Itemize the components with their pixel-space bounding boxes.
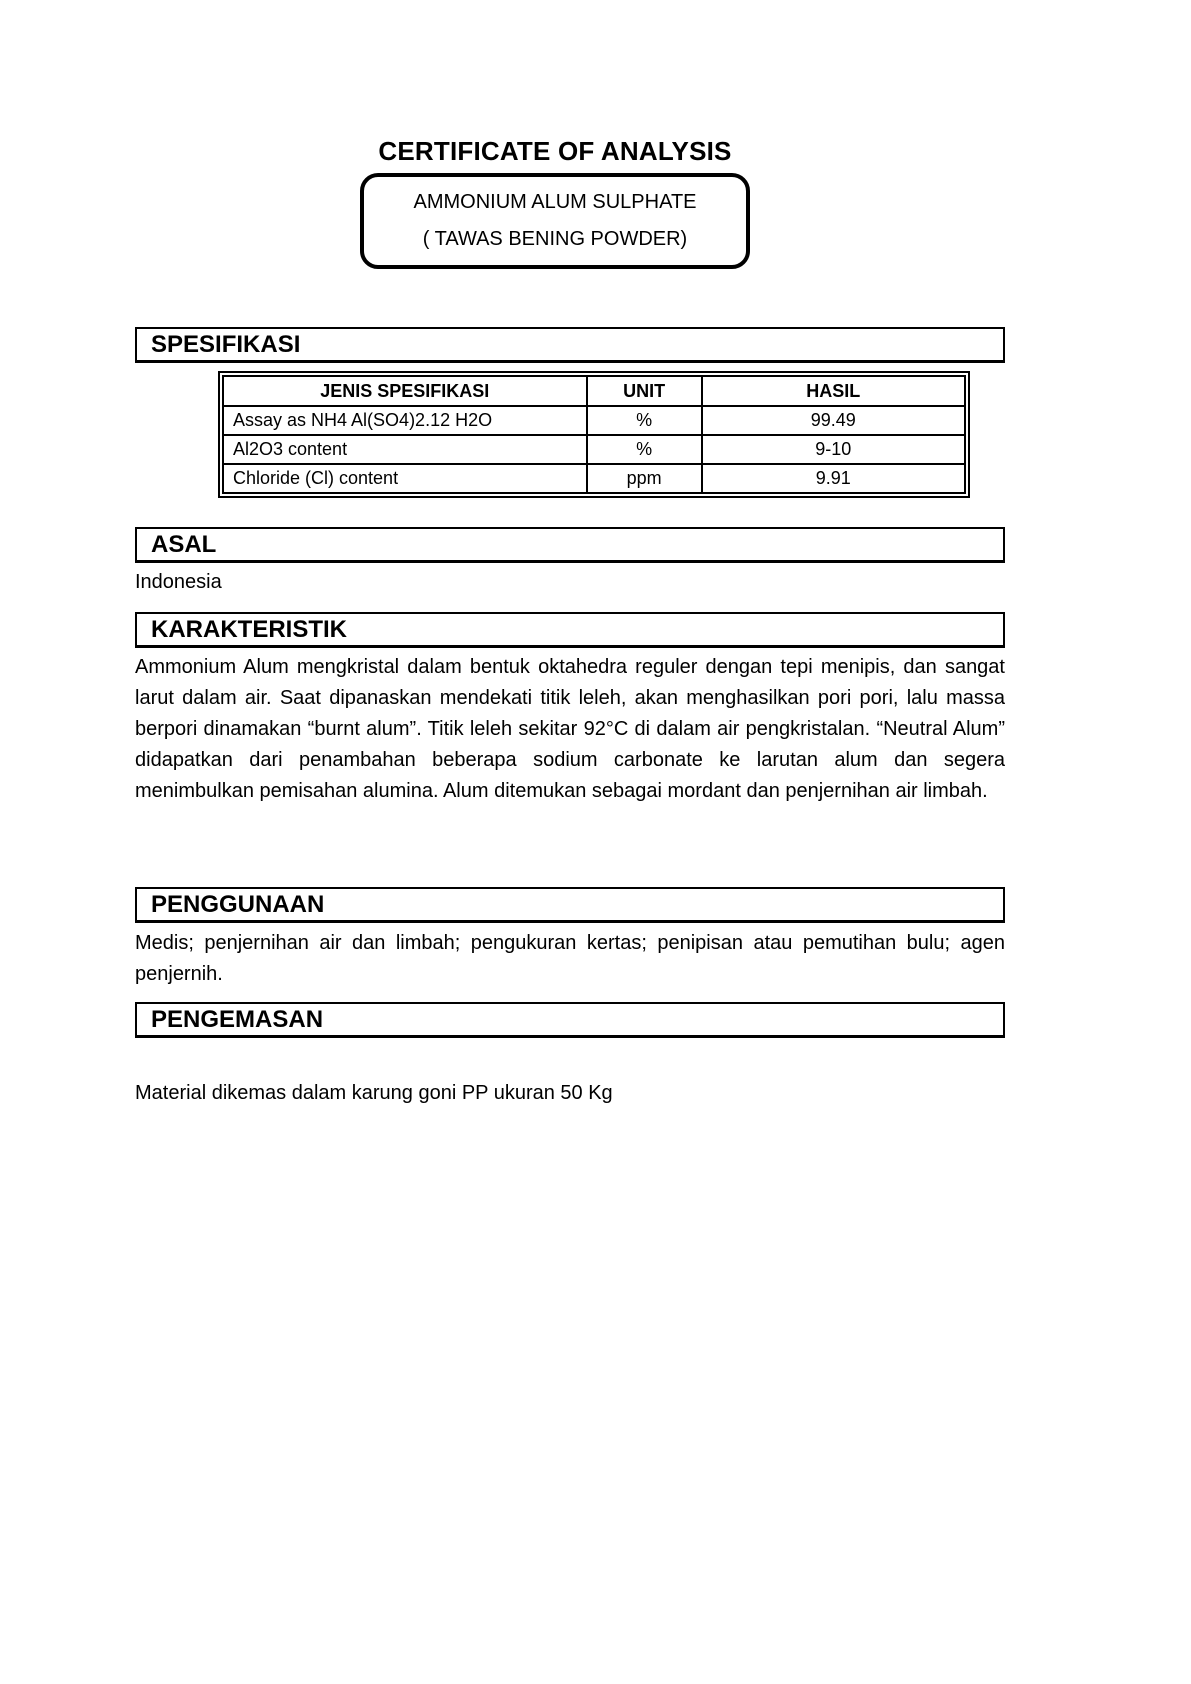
table-cell: Assay as NH4 Al(SO4)2.12 H2O	[223, 406, 587, 435]
table-cell: %	[587, 435, 702, 464]
section-heading-karakteristik: KARAKTERISTIK	[135, 612, 1005, 648]
table-row	[223, 464, 965, 493]
penggunaan-body-text: Medis; penjernihan air dan limbah; pengukuran kertas; penipisan atau pemutihan bulu; agen penjernih.	[135, 932, 1005, 985]
table-row	[223, 406, 965, 435]
karakteristik-body-text: Ammonium Alum mengkristal dalam bentuk oktahedra reguler dengan tepi menipis, dan sangat larut dalam air. Saat dipanaskan mendekati titik leleh, akan menghasilkan pori pori, lalu massa berpori dinamakan “burnt alum”. Titik leleh sekitar 92°C di dalam air pengkristalan. “Neutral Alum” didapatkan dari penambahan beberapa sodium carbonate ke larutan alum dan segera menimbulkan pemisahan alumina. Alum ditemukan sebagai mordant dan penjernihan air limbah.	[135, 656, 1005, 802]
table-header-cell: UNIT	[587, 376, 702, 406]
product-name-line1: AMMONIUM ALUM SULPHATE	[413, 191, 697, 213]
section-heading-spesifikasi: SPESIFIKASI	[135, 327, 1005, 363]
table-cell: ppm	[587, 464, 702, 493]
table-cell: 9-10	[702, 435, 965, 464]
table-cell: %	[587, 406, 702, 435]
table-header-row	[223, 376, 965, 406]
table-cell: 9.91	[702, 464, 965, 493]
table-cell: Al2O3 content	[223, 435, 587, 464]
table-header-cell: JENIS SPESIFIKASI	[223, 376, 587, 406]
section-heading-pengemasan: PENGEMASAN	[135, 1002, 1005, 1038]
table-body	[223, 406, 965, 493]
section-heading-penggunaan: PENGGUNAAN	[135, 887, 1005, 923]
page-content	[135, 0, 1005, 1684]
specification-table-wrapper	[218, 371, 970, 498]
pengemasan-body-text: Material dikemas dalam karung goni PP ukuran 50 Kg	[135, 1082, 613, 1104]
page-title: CERTIFICATE OF ANALYSIS	[378, 136, 732, 166]
section-heading-asal: ASAL	[135, 527, 1005, 563]
product-name-box	[360, 173, 750, 269]
table-cell: Chloride (Cl) content	[223, 464, 587, 493]
asal-body-text: Indonesia	[135, 571, 222, 593]
product-name-line2: ( TAWAS BENING POWDER)	[422, 228, 688, 250]
specification-table	[222, 375, 966, 494]
table-row	[223, 435, 965, 464]
table-header-cell: HASIL	[702, 376, 965, 406]
table-cell: 99.49	[702, 406, 965, 435]
